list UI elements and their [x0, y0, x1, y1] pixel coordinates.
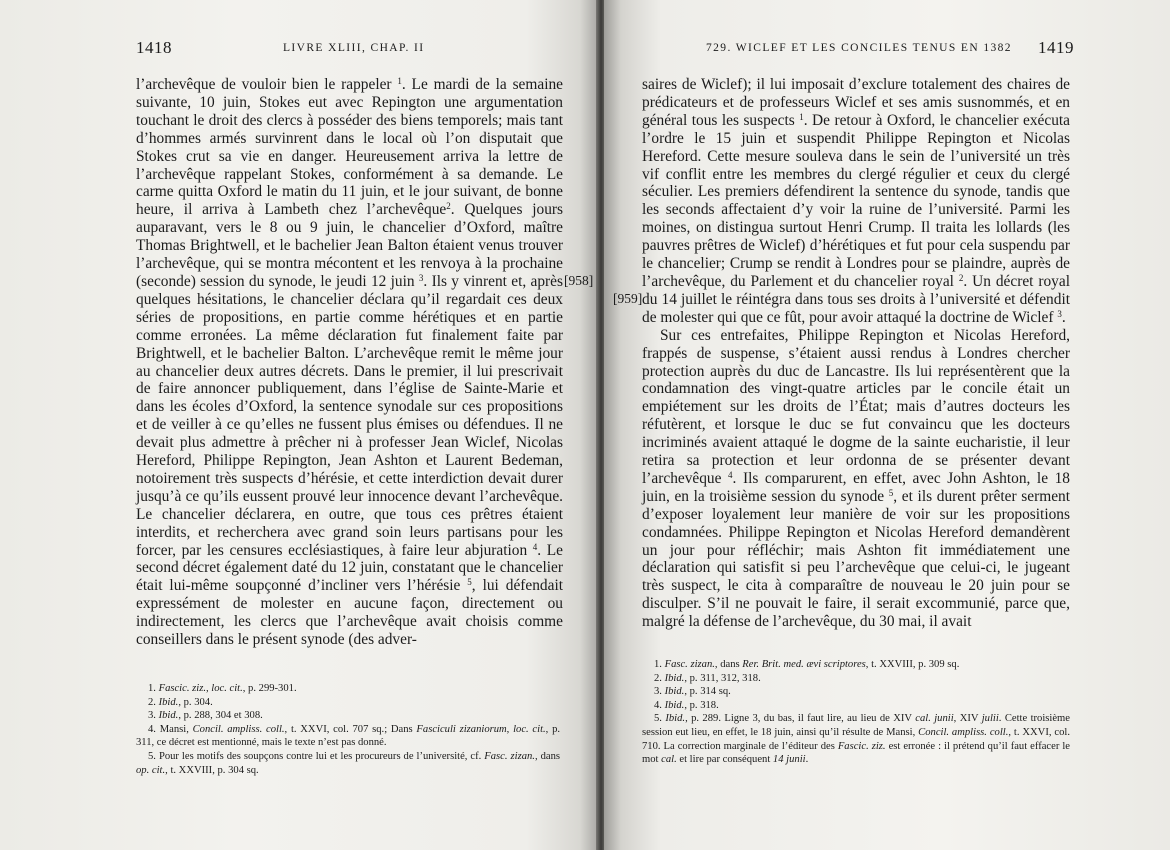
footnote-number: 1.	[654, 659, 665, 670]
footnote-number: 3.	[148, 710, 159, 722]
text-run: , dans	[534, 750, 560, 762]
italic-text: Fasc. zizan.	[664, 659, 715, 670]
text-run: . Le second décret également daté du 12 juin, constatant que le chancelier était lui-même soupçonné d’incliner vers l’hérésie	[136, 541, 563, 595]
paragraph	[642, 327, 1070, 631]
text-run: . Quelques jours auparavant, vers le 8 ou 9 juin, le chancelier d’Oxford, maître Thomas Brightwell, et le bachelier Jean Balton étaient venus trouver l’archevêque, qui se montra mécontent et les renvoya à la prochaine (seconde) session du synode, le jeudi 12 juin	[136, 201, 563, 290]
text-run: .	[805, 754, 809, 766]
text-run: , p. 314 sq.	[684, 686, 731, 698]
italic-text: Concil. ampliss. coll.	[192, 723, 285, 735]
text-run: .	[1061, 308, 1066, 326]
italic-text: Ibid.	[664, 672, 685, 684]
text-run: , p. 304.	[178, 696, 213, 708]
text-run: , p. 289. Ligne 3, du bas, il faut lire, au lieu de XIV	[685, 713, 916, 725]
italic-text: Fascic. ziz.	[837, 740, 886, 752]
text-run: . Ils y vinrent et, après quelques hésitations, le chancelier déclara qu’il regardait ces deux séries de propositions, en partie comme hérétiques et en partie comme erronées. La même déclaration fut finalement faite par Brightwell, et le bachelier Balton. L’archevêque remit le même jour au chancelier deux autres décrets. Dans le premier, il lui prescrivait de faire annoncer publiquement, dans l’église de Sainte-Marie et dans les écoles d’Oxford, la sentence synodale sur ces propositions et de veiller à ce qu’elles ne fussent plus émises ou défendues. Il ne devait plus admettre à prêcher ni à professer Jean Wiclef, Nicolas Hereford, Philippe Repington, Jean Ashton et Laurent Bedeman, notoirement très suspects d’hérésie, et cette interdiction devait durer jusqu’à ce qu’ils eussent prouvé leur innocence devant l’archevêque. Le chancelier déclarera, en outre, que tous ces prêtres étaient interdits, et recherchera avec grand soin leurs partisans pour les forcer, par les censures ecclésiastiques, à faire leur abjuration	[136, 272, 563, 559]
text-run: . Le mardi de la semaine suivante, 10 juin, Stokes eut avec Repington une argumentation touchant le droit des clercs à posséder des biens temporels; mais tant d’hommes armés survinrent dans le local où l’on disputait que Stokes crut sa vie en danger. Heureusement arriva la lettre de l’archevêque rappelant Stokes, conformément à sa demande. Le carme quitta Oxford le matin du 11 juin, et le jour suivant, de bonne heure, il arriva à Lambeth chez l’archevêque	[136, 76, 563, 219]
footnote-ref: 2	[958, 272, 964, 283]
paragraph	[642, 76, 1070, 327]
italic-text: Rer. Brit. med. ævi scriptores	[742, 659, 866, 670]
paragraph	[136, 76, 563, 649]
text-run: , t. XXVI, col. 710. La correction marginale de l’éditeur des	[642, 726, 1070, 752]
text-run: Pour les motifs des soupçons contre lui et les procureurs de l’université, cf.	[158, 750, 485, 762]
footnote-number: 3.	[654, 686, 665, 698]
text-run: , XIV	[953, 713, 982, 725]
text-run: . Un décret royal du 14 juillet le réintégra dans tous ses droits à l’université et défendit de molester qui que ce fût, pour avoir attaqué la doctrine de Wiclef	[642, 272, 1070, 326]
body-text	[642, 76, 1070, 631]
italic-text: op. cit.	[136, 764, 166, 776]
text-run: . De retour à Oxford, le chancelier exécuta l’ordre le 15 juin et suspendit Philippe Repington et Nicolas Hereford. Cette mesure souleva dans le sein de l’université un très vif conflit entre les membres du clergé régulier et ceux du clergé séculier. Les premiers défendirent la sentence du synode, tandis que les seconds affectaient d’y voir la ruine de l’université. Parmi les moines, on distingua surtout Henri Crump. Il traita les lollards (les pauvres prêtres de Wiclef) d’hérétiques et fut pour cela suspendu par le chancelier; Crump se rendit à Londres pour se plaindre, auprès de l’archevêque, du Parlement et du chancelier royal	[642, 111, 1070, 290]
footnote	[642, 672, 1070, 686]
italic-text: Ibid.	[664, 699, 685, 711]
italic-text: Ibid.	[158, 710, 179, 722]
footnote	[136, 696, 560, 710]
italic-text: Ibid.	[158, 696, 179, 708]
text-run: , p. 299-301.	[242, 683, 297, 694]
italic-text: cal.	[661, 754, 677, 766]
text-run: , et ils durent prêter serment d’exposer loyalement leur manière de voir sur les propositions condamnées. Philippe Repington et Nicolas Hereford demandèrent un jour pour réfléchir; mais Ashton fit immédiatement une déclaration qui satisfit si peu l’archevêque que celui-ci, le jugeant très suspect, le cita à comparaître de nouveau le 20 juin pour se disculper. S’il ne pouvait le faire, il serait excommunié, parce que, malgré la défense de l’archevêque, du 30 mai, il avait	[642, 487, 1070, 631]
text-run: , p. 311, ce décret est mentionné, mais le texte n’est pas donné.	[136, 723, 561, 749]
footnote-number: 4.	[654, 699, 665, 711]
footnote-ref: 3	[418, 272, 424, 283]
text-run: . Ils comparurent, en effet, avec John Ashton, le 18 juin, en la troisième session du synode	[642, 469, 1070, 505]
text-run: Mansi,	[159, 723, 193, 735]
running-head: LIVRE XLIII, CHAP. II	[283, 42, 425, 54]
italic-text: julii	[981, 713, 999, 725]
text-run: l’archevêque de vouloir bien le rappeler	[136, 76, 398, 93]
footnote-ref: 4	[532, 541, 538, 552]
footnote	[642, 699, 1070, 713]
text-run: saires de Wiclef); il lui imposait d’exclure totalement des chaires de prédicateurs et de professeurs Wiclef et ses amis susnommés, et en général tous les suspects	[642, 76, 1070, 129]
italic-text: Fasciculi zizaniorum, loc. cit.	[416, 723, 546, 735]
text-run: est erronée : il prétend qu’il faut effacer le mot	[642, 740, 1071, 766]
footnote-number: 5.	[654, 713, 666, 725]
footnote	[642, 712, 1070, 766]
footnote-ref: 1	[799, 111, 804, 122]
footnote-ref: 2	[446, 201, 451, 212]
italic-text: 14 junii	[772, 754, 806, 766]
text-run: et lire par conséquent	[676, 754, 773, 766]
footnotes	[642, 658, 1070, 767]
page-number: 1419	[1038, 38, 1074, 57]
footnote	[642, 685, 1070, 699]
footnote	[136, 750, 560, 777]
footnote-ref: 5	[888, 487, 894, 498]
text-run: Sur ces entrefaites, Philippe Repington et Nicolas Hereford, frappés de suspense, s’étaient aussi rendus à Londres chercher protection auprès du duc de Lancastre. Ils lui représentèrent que la condamnation des vingt-quatre articles par le concile était un empiétement sur les droits de l’État; mais d’autres docteurs les réfutèrent, et lorsque le duc se fut convaincu que les docteurs incriminés avaient attaqué le dogme de la sainte eucharistie, il leur retira sa protection et leur ordonna de se présenter devant l’archevêque	[642, 326, 1070, 487]
text-run: . Cette troisième session eut lieu, en effet, le 18 juin, ainsi qu’il résulte de Mansi,	[642, 713, 1070, 738]
italic-text: Concil. ampliss. coll.	[918, 726, 1009, 738]
text-run: , dans	[714, 659, 743, 670]
footnote-ref: 4	[728, 469, 733, 480]
footnote-number: 4.	[148, 723, 160, 735]
italic-text: cal. junii	[915, 713, 954, 725]
margin-reference: [959]	[613, 291, 643, 306]
body-text	[136, 76, 563, 649]
text-run: , t. XXVIII, p. 309 sq.	[865, 659, 960, 670]
footnotes	[136, 682, 560, 777]
page-number: 1418	[136, 38, 172, 57]
footnote-number: 1.	[148, 683, 159, 694]
text-run: , p. 311, 312, 318.	[684, 672, 761, 684]
footnote	[642, 658, 1070, 672]
text-run: , t. XXVIII, p. 304 sq.	[165, 764, 259, 776]
italic-text: Fasc. zizan.	[484, 750, 535, 762]
italic-text: Ibid.	[664, 686, 685, 698]
italic-text: Fascic. ziz., loc. cit.	[158, 683, 243, 694]
footnote-number: 2.	[654, 672, 665, 684]
footnote-ref: 1	[397, 76, 402, 86]
text-run: , lui défendait expressément de molester en aucune façon, directement ou indirectement, les clercs que l’archevêque avait choisis comme conseillers dans le présent synode (des adver-	[136, 577, 563, 649]
footnote	[136, 709, 560, 723]
footnote	[136, 723, 560, 750]
footnote-number: 2.	[148, 696, 159, 708]
footnote-ref: 3	[1057, 308, 1062, 319]
margin-reference: [958]	[564, 273, 594, 288]
footnote	[136, 682, 560, 696]
footnote-ref: 5	[467, 577, 472, 588]
right-page	[604, 0, 1170, 850]
text-run: , t. XXVI, col. 707 sq.; Dans	[284, 723, 417, 735]
footnote-number: 5.	[148, 750, 159, 762]
text-run: , p. 318.	[684, 699, 719, 711]
italic-text: Ibid.	[665, 713, 686, 725]
running-head: 729. WICLEF ET LES CONCILES TENUS EN 1382	[706, 42, 1012, 54]
text-run: , p. 288, 304 et 308.	[178, 710, 263, 722]
